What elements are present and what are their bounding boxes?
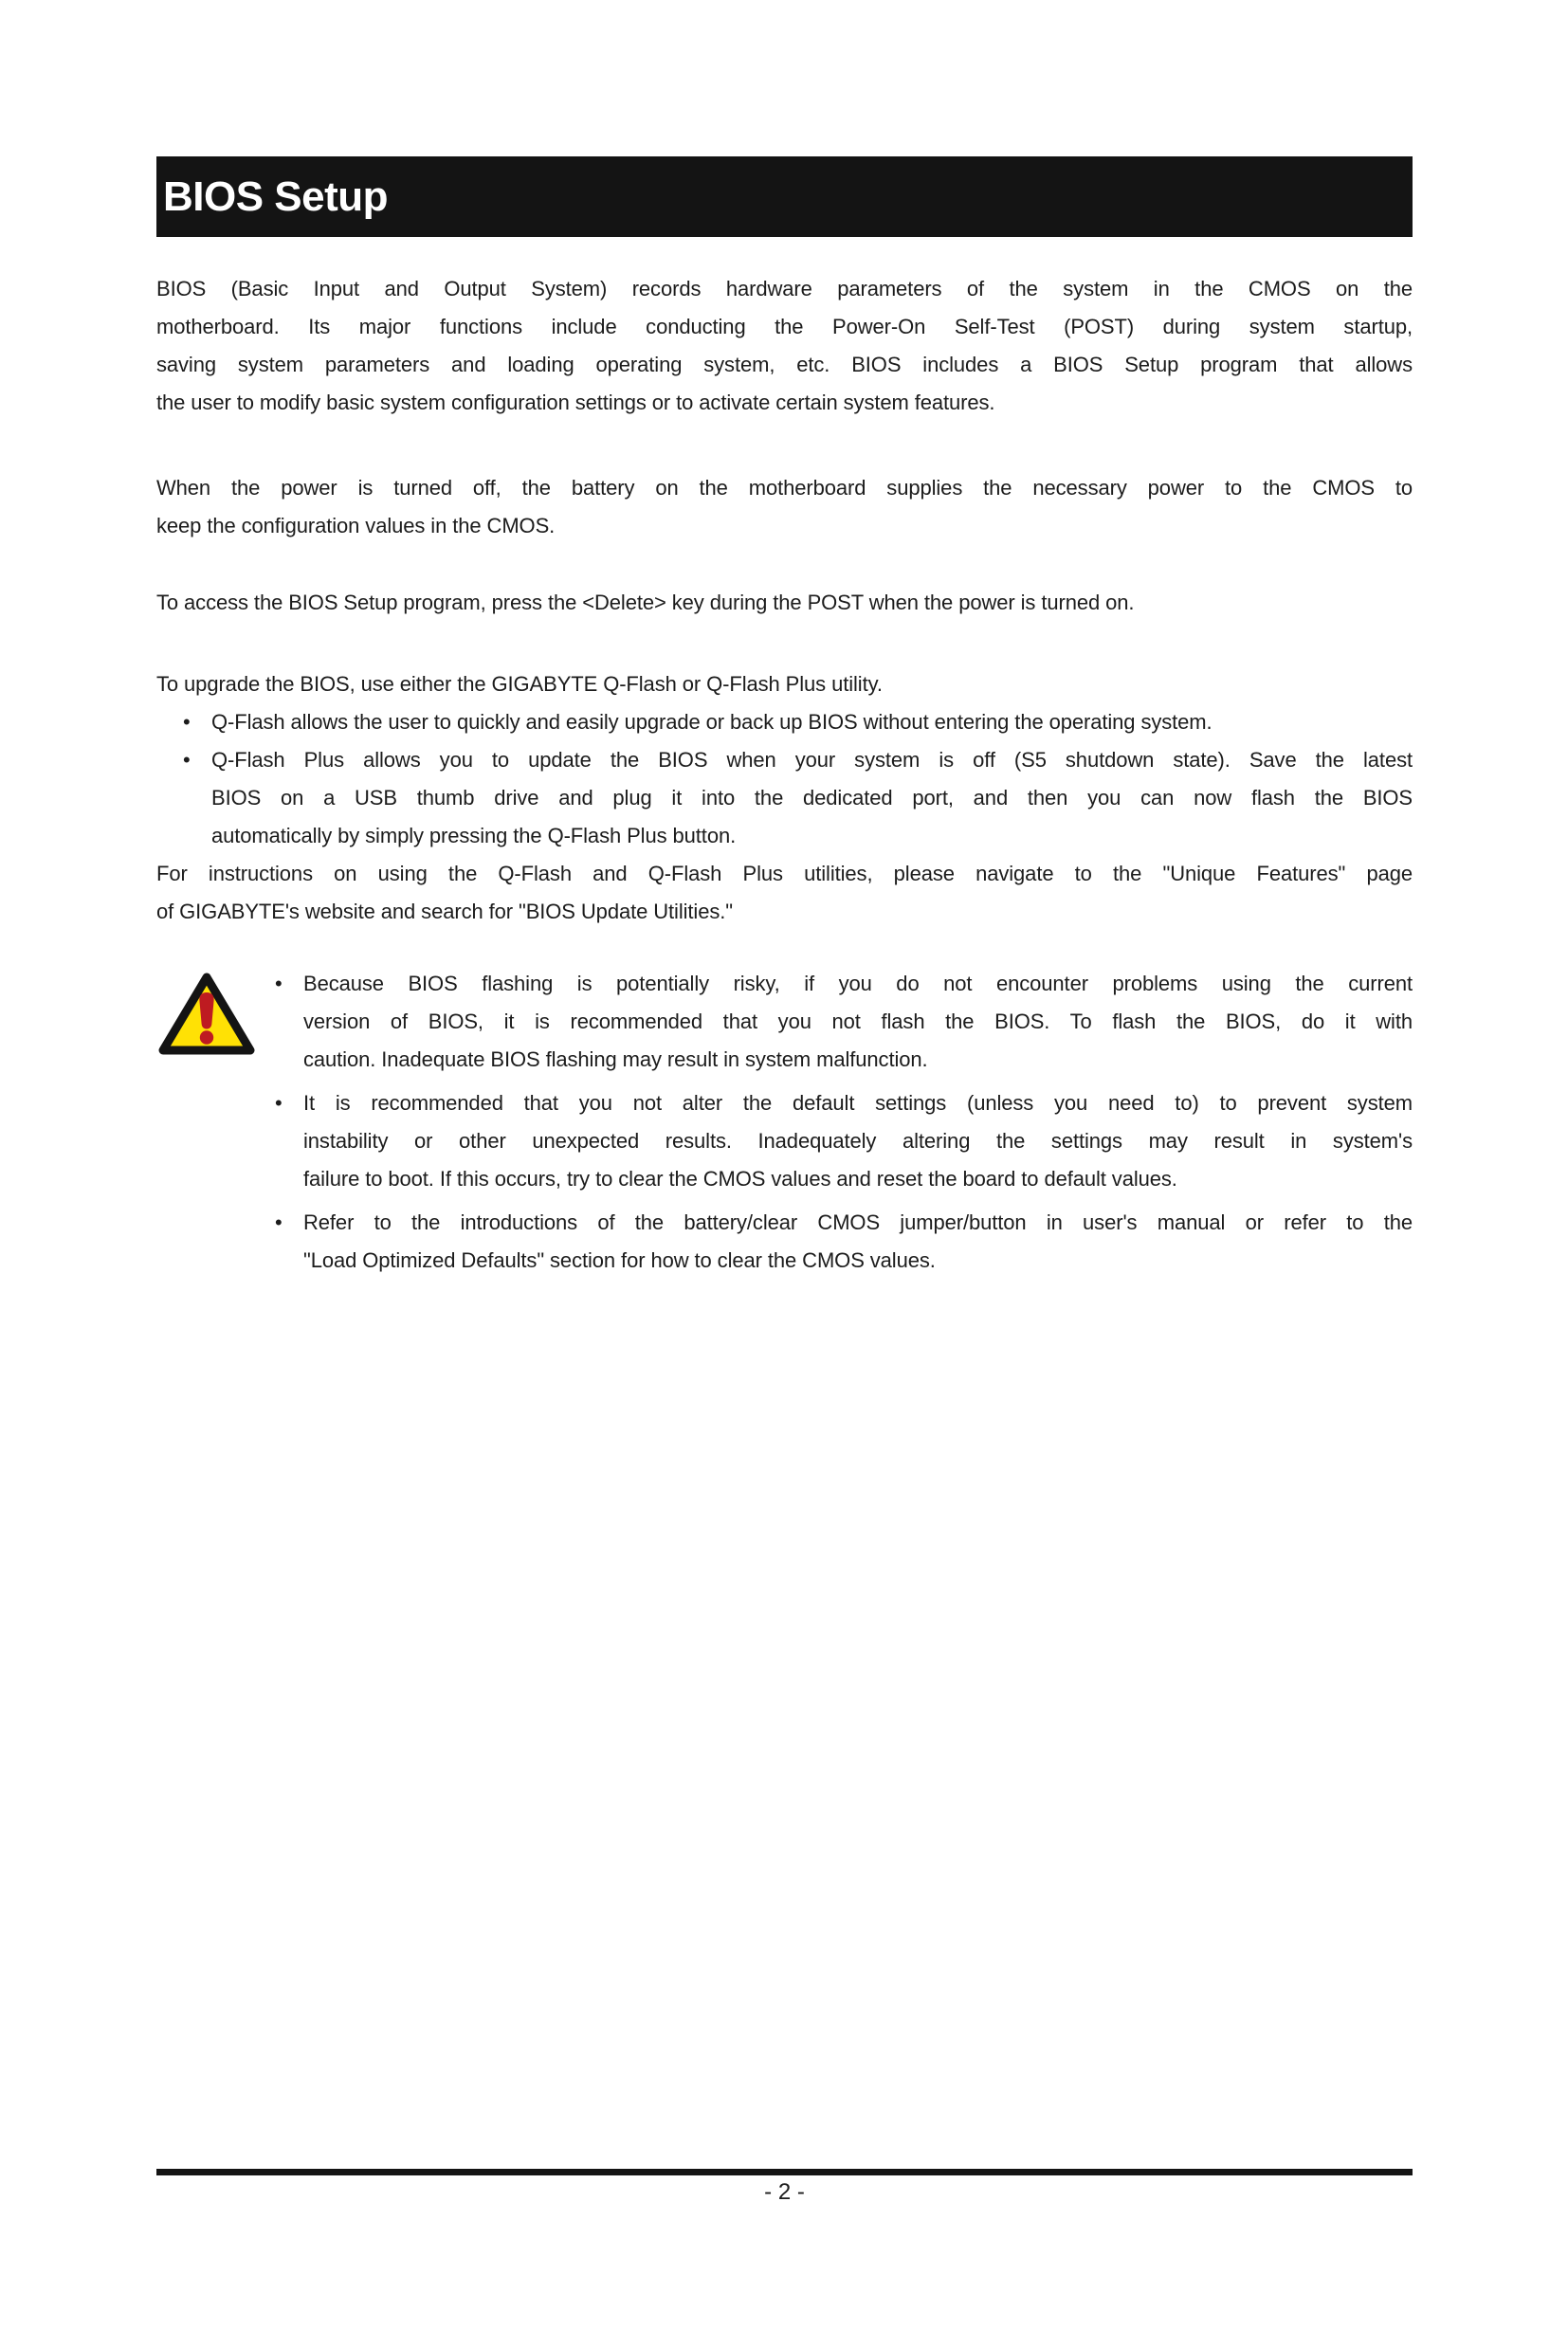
list-item-text: [303, 965, 1413, 1079]
text-line: Refer to the introductions of the battery/clear CMOS jumper/button in user's manual or refer to the: [303, 1210, 1413, 1234]
text-line: instability or other unexpected results. Inadequately altering the settings may result in system's: [303, 1129, 1413, 1153]
text-line: caution. Inadequate BIOS flashing may result in system malfunction.: [303, 1047, 928, 1071]
warning-note: [156, 965, 1413, 1280]
bullet-marker: •: [183, 710, 191, 734]
text-line: Q-Flash allows the user to quickly and easily upgrade or back up BIOS without entering the operating system.: [211, 710, 1212, 734]
text-line: failure to boot. If this occurs, try to clear the CMOS values and reset the board to default values.: [303, 1167, 1177, 1191]
footer-divider: [156, 2169, 1413, 2175]
text-line: keep the configuration values in the CMOS.: [156, 514, 556, 537]
list-item-qflash-plus: [156, 741, 1413, 855]
text-line: To upgrade the BIOS, use either the GIGABYTE Q-Flash or Q-Flash Plus utility.: [156, 672, 883, 696]
warning-list: [156, 965, 1413, 1280]
paragraph-qflash-instructions: [156, 855, 1413, 931]
paragraph-access-bios: [156, 584, 1413, 622]
list-item-qflash: [156, 703, 1413, 741]
bullet-marker: •: [183, 748, 191, 772]
text-line: version of BIOS, it is recommended that you not flash the BIOS. To flash the BIOS, do it with: [303, 1010, 1413, 1033]
text-line: saving system parameters and loading operating system, etc. BIOS includes a BIOS Setup program that allows: [156, 353, 1413, 376]
text-line: BIOS on a USB thumb drive and plug it into the dedicated port, and then you can now flash the BIOS: [211, 786, 1413, 810]
text-line: of GIGABYTE's website and search for "BIOS Update Utilities.": [156, 900, 733, 923]
text-line: For instructions on using the Q-Flash and Q-Flash Plus utilities, please navigate to the "Unique Features" page: [156, 862, 1413, 885]
bullet-marker: •: [275, 1210, 283, 1234]
warning-item-clear-cmos: [156, 1204, 1413, 1280]
upgrade-methods-list: [156, 703, 1413, 855]
section-title-bar: [156, 156, 1413, 237]
section-upgrade-bios: [156, 665, 1413, 931]
paragraph-cmos-battery: [156, 469, 1413, 545]
page-title: BIOS Setup: [163, 173, 389, 220]
text-line: When the power is turned off, the battery on the motherboard supplies the necessary power to the CMOS to: [156, 476, 1413, 500]
paragraph-upgrade-intro: [156, 665, 1413, 703]
page-content: [156, 270, 1413, 1280]
list-item-text: [211, 741, 1413, 855]
bullet-marker: •: [275, 972, 283, 995]
page-number: - 2 -: [764, 2179, 805, 2205]
list-item-text: [211, 703, 1413, 741]
text-line: Q-Flash Plus allows you to update the BIOS when your system is off (S5 shutdown state). Save the latest: [211, 748, 1413, 772]
warning-item-flash-risk: [156, 965, 1413, 1079]
list-item-text: [303, 1204, 1413, 1280]
text-line: the user to modify basic system configuration settings or to activate certain system features.: [156, 391, 995, 414]
text-line: motherboard. Its major functions include conducting the Power-On Self-Test (POST) during system startup,: [156, 315, 1413, 338]
warning-item-default-settings: [156, 1084, 1413, 1198]
text-line: To access the BIOS Setup program, press the <Delete> key during the POST when the power is turned on.: [156, 591, 1135, 614]
list-item-text: [303, 1084, 1413, 1198]
text-line: "Load Optimized Defaults" section for how to clear the CMOS values.: [303, 1248, 936, 1272]
text-line: It is recommended that you not alter the default settings (unless you need to) to prevent system: [303, 1091, 1413, 1115]
text-line: automatically by simply pressing the Q-Flash Plus button.: [211, 824, 737, 847]
bullet-marker: •: [275, 1091, 283, 1115]
text-line: BIOS (Basic Input and Output System) records hardware parameters of the system in the CMOS on the: [156, 277, 1413, 300]
text-line: Because BIOS flashing is potentially risky, if you do not encounter problems using the current: [303, 972, 1413, 995]
paragraph-bios-overview: [156, 270, 1413, 422]
